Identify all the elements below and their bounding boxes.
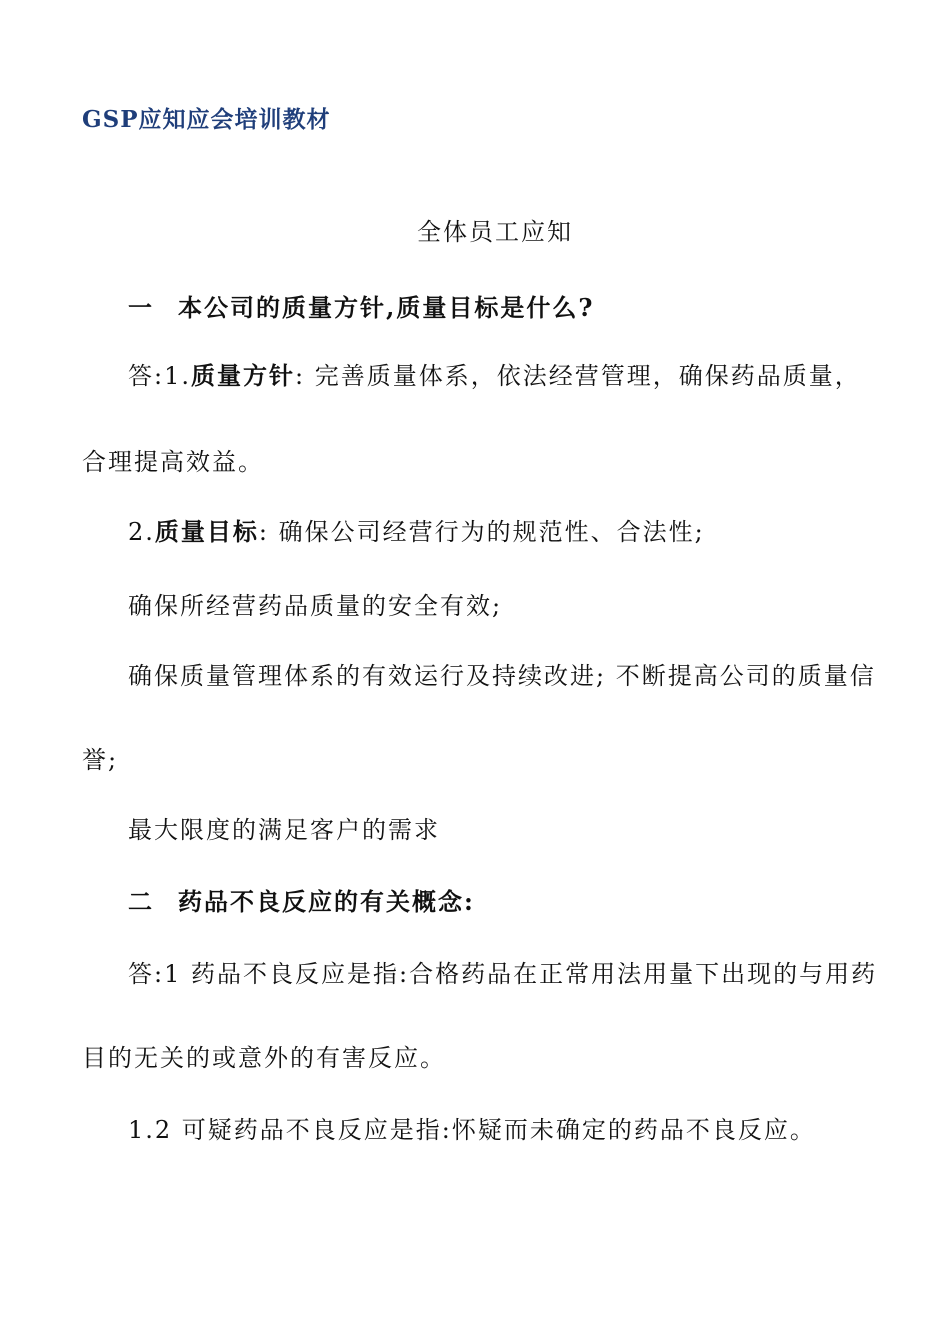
section-2-heading bbox=[128, 886, 475, 918]
quality-goal-label: 质量目标 bbox=[154, 517, 259, 546]
section-1-heading-text: 本公司的质量方针,质量目标是什么? bbox=[178, 293, 595, 322]
quality-policy-paragraph bbox=[128, 360, 861, 392]
quality-policy-text: : 完善质量体系，依法经营管理，确保药品质量， bbox=[294, 362, 861, 390]
quality-policy-continuation: 合理提高效益。 bbox=[82, 448, 264, 476]
document-subtitle: 全体员工应知 bbox=[417, 218, 573, 246]
quality-goal-paragraph bbox=[128, 516, 705, 548]
adr-definition-1-continuation: 目的无关的或意外的有害反应。 bbox=[82, 1044, 446, 1072]
section-2-number: 二 bbox=[128, 887, 154, 916]
answer-prefix: 答:1. bbox=[128, 362, 191, 390]
adr-definition-2: 1.2 可疑药品不良反应是指:怀疑而未确定的药品不良反应。 bbox=[128, 1116, 816, 1144]
quality-goal-text: : 确保公司经营行为的规范性、合法性; bbox=[258, 518, 705, 546]
quality-goal-item-4: 最大限度的满足客户的需求 bbox=[128, 816, 440, 844]
section-1-heading bbox=[128, 292, 594, 324]
quality-goal-prefix: 2. bbox=[128, 518, 155, 546]
adr-definition-1: 答:1 药品不良反应是指:合格药品在正常用法用量下出现的与用药 bbox=[128, 960, 878, 988]
quality-policy-label: 质量方针 bbox=[190, 361, 295, 390]
section-2-heading-text: 药品不良反应的有关概念: bbox=[178, 887, 475, 916]
document-title: GSP应知应会培训教材 bbox=[82, 106, 331, 133]
section-1-number: 一 bbox=[128, 293, 154, 322]
quality-goal-item-3-continuation: 誉; bbox=[82, 746, 119, 774]
quality-goal-item-3: 确保质量管理体系的有效运行及持续改进; 不断提高公司的质量信 bbox=[128, 662, 876, 690]
quality-goal-item-2: 确保所经营药品质量的安全有效; bbox=[128, 592, 503, 620]
